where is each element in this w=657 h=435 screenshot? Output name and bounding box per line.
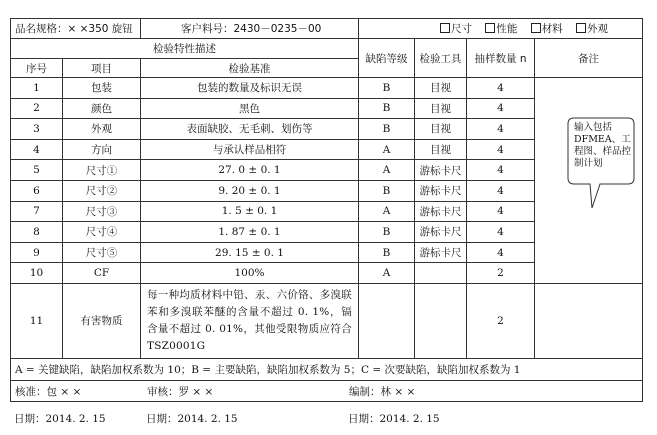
- signature-row: [11, 380, 643, 401]
- checkbox-size[interactable]: [440, 23, 450, 33]
- spec-label: 品名规格：× ×350 旋钮: [11, 19, 141, 39]
- cell-item: 外观: [63, 119, 141, 140]
- cell-no: 1: [11, 78, 63, 99]
- cell-qty: 2: [467, 263, 535, 284]
- inspection-sheet: [10, 18, 642, 425]
- checker-date: 日期：2014. 2. 15: [14, 413, 106, 425]
- col-tool: 检验工具: [415, 39, 467, 78]
- legend-row: [11, 358, 643, 380]
- cell-tool: 目视: [415, 139, 467, 160]
- callout-text: 输入包括 DFMEA、工程图、样品控制计划: [574, 122, 632, 169]
- cell-qty: 2: [467, 283, 535, 358]
- col-item: 项目: [63, 59, 141, 78]
- col-basis: 检验基准: [141, 59, 359, 78]
- cell-item: 尺寸③: [63, 201, 141, 222]
- cell-level: A: [359, 160, 415, 181]
- cell-tool: 游标卡尺: [415, 160, 467, 181]
- cell-basis: 表面缺胶、无毛刺、划伤等: [141, 119, 359, 140]
- cell-tool: 游标卡尺: [415, 201, 467, 222]
- cell-tool: 目视: [415, 78, 467, 99]
- cell-qty: 4: [467, 201, 535, 222]
- reviewer-date: 日期：2014. 2. 15: [146, 413, 238, 425]
- signature-cell: [11, 380, 643, 401]
- check-label-appearance: 外观: [587, 23, 609, 35]
- table-row-hazard: [11, 283, 643, 358]
- cell-qty: 4: [467, 180, 535, 201]
- cell-item: 有害物质: [63, 283, 141, 358]
- cell-no: 5: [11, 160, 63, 181]
- cell-no: 8: [11, 222, 63, 243]
- cell-level: A: [359, 201, 415, 222]
- cell-basis: 黑色: [141, 98, 359, 119]
- cell-qty: 4: [467, 139, 535, 160]
- cell-level: B: [359, 119, 415, 140]
- cell-level: [359, 283, 415, 358]
- check-label-material: 材料: [541, 23, 563, 35]
- cell-item: CF: [63, 263, 141, 284]
- cell-no: 3: [11, 119, 63, 140]
- col-level: 缺陷等级: [359, 39, 415, 78]
- check-label-size: 尺寸: [451, 23, 472, 35]
- defect-legend: A = 关键缺陷，缺陷加权系数为 10；B = 主要缺陷，缺陷加权系数为 5；C = 次要缺陷，缺陷加权系数为 1: [11, 358, 643, 380]
- cell-basis: 每一种均质材料中铅、汞、六价铬、多溴联苯和多溴联苯醚的含量不超过 0. 1%，镉含量不超过 0. 01%，其他受限物质应符合 TSZ0001G: [141, 283, 359, 358]
- cell-remark: [535, 283, 643, 358]
- cell-basis: 1. 5 ± 0. 1: [141, 201, 359, 222]
- cell-tool: 游标卡尺: [415, 242, 467, 263]
- cell-basis: 包装的数量及标识无误: [141, 78, 359, 99]
- customer-no-label: 客户料号：2430－0235－00: [141, 19, 359, 39]
- cell-tool: [415, 263, 467, 284]
- cell-no: 9: [11, 242, 63, 263]
- cell-no: 4: [11, 139, 63, 160]
- cell-level: A: [359, 139, 415, 160]
- cell-basis: 27. 0 ± 0. 1: [141, 160, 359, 181]
- cell-qty: 4: [467, 119, 535, 140]
- author-sign: 编制：林 × ×: [349, 385, 416, 398]
- cell-no: 7: [11, 201, 63, 222]
- col-remark: 备注: [535, 39, 643, 78]
- group-title: 检验特性描述: [11, 39, 359, 59]
- checkbox-appearance[interactable]: [576, 23, 586, 33]
- cell-tool: [415, 283, 467, 358]
- checker-sign: 核准：包 × ×: [15, 385, 82, 398]
- cell-tool: 目视: [415, 98, 467, 119]
- table-row: [11, 78, 643, 99]
- cell-item: 包装: [63, 78, 141, 99]
- cell-level: B: [359, 180, 415, 201]
- cell-item: 尺寸④: [63, 222, 141, 243]
- reviewer-sign: 审核：罗 × ×: [147, 385, 214, 398]
- cell-level: B: [359, 242, 415, 263]
- checkbox-material[interactable]: [531, 23, 541, 33]
- cell-item: 颜色: [63, 98, 141, 119]
- cell-level: A: [359, 263, 415, 284]
- cell-basis: 1. 87 ± 0. 1: [141, 222, 359, 243]
- cell-qty: 4: [467, 98, 535, 119]
- cell-no: 6: [11, 180, 63, 201]
- cell-qty: 4: [467, 242, 535, 263]
- cell-item: 尺寸⑤: [63, 242, 141, 263]
- cell-basis: 9. 20 ± 0. 1: [141, 180, 359, 201]
- cell-basis: 29. 15 ± 0. 1: [141, 242, 359, 263]
- col-qty: 抽样数量 n: [467, 39, 535, 78]
- cell-tool: 目视: [415, 119, 467, 140]
- col-no: 序号: [11, 59, 63, 78]
- remark-callout: [566, 116, 636, 212]
- cell-item: 尺寸①: [63, 160, 141, 181]
- cell-level: B: [359, 222, 415, 243]
- cell-qty: 4: [467, 222, 535, 243]
- cell-no: 2: [11, 98, 63, 119]
- header-row: [11, 19, 643, 39]
- author-date: 日期：2014. 2. 15: [348, 413, 440, 425]
- cell-level: B: [359, 78, 415, 99]
- inspection-table: [10, 18, 643, 402]
- cell-no: 10: [11, 263, 63, 284]
- cell-tool: 游标卡尺: [415, 180, 467, 201]
- cell-qty: 4: [467, 160, 535, 181]
- cell-no: 11: [11, 283, 63, 358]
- cell-basis: 100%: [141, 263, 359, 284]
- cell-tool: 游标卡尺: [415, 222, 467, 243]
- cell-level: B: [359, 98, 415, 119]
- cell-qty: 4: [467, 78, 535, 99]
- check-label-performance: 性能: [496, 23, 518, 35]
- column-group-row: [11, 39, 643, 59]
- inspection-type-checks: [359, 19, 643, 39]
- cell-item: 尺寸②: [63, 180, 141, 201]
- cell-basis: 与承认样品相符: [141, 139, 359, 160]
- checkbox-performance[interactable]: [485, 23, 495, 33]
- cell-item: 方向: [63, 139, 141, 160]
- date-line: [10, 411, 642, 427]
